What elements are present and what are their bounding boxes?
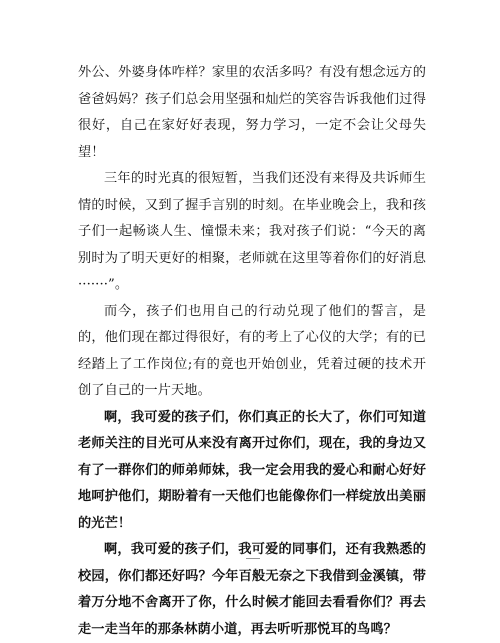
page-bottom-mark bbox=[246, 558, 260, 562]
paragraph-3: 而今，孩子们也用自己的行动兑现了他们的誓言，是的，他们现在都过得很好，有的考上了心仪的大学；有的已经踏上了工作岗位;有的竟也开始创业，凭着过硬的技术开创了自己的一片天地。 bbox=[78, 303, 426, 398]
paragraph-5: 啊，我可爱的孩子们，我可爱的同事们，还有我熟悉的校园，你们都还好吗？今年百般无奈之下我借到金溪镇，带着万分地不舍离开了你，什么时候才能回去看看你们？再去走一走当年的那条林荫小道，再去听听那悦耳的鸟鸣？ bbox=[78, 542, 426, 637]
paragraph-2: 三年的时光真的很短暂，当我们还没有来得及共诉师生情的时候，又到了握手言别的时刻。在毕业晚会上，我和孩子们一起畅谈人生、憧憬未来；我对孩子们说：“今天的离别时为了明天更好的相聚，老师就在这里等着你们的好消息·······”。 bbox=[78, 171, 426, 292]
paragraph-1: 外公、外婆身体咋样？家里的农活多吗？有没有想念远方的爸爸妈妈？孩子们总会用坚强和灿烂的笑容告诉我他们过得很好，自己在家好好表现，努力学习，一定不会让父母失望！ bbox=[78, 65, 426, 160]
paragraph-4: 啊，我可爱的孩子们，你们真正的长大了，你们可知道老师关注的目光可从来没有离开过你们，现在，我的身边又有了一群你们的师弟师妹，我一定会用我的爱心和耐心好好地呵护他们，期盼着有一天他们也能像你们一样绽放出美丽的光芒！ bbox=[78, 409, 426, 531]
document-body bbox=[78, 60, 426, 643]
